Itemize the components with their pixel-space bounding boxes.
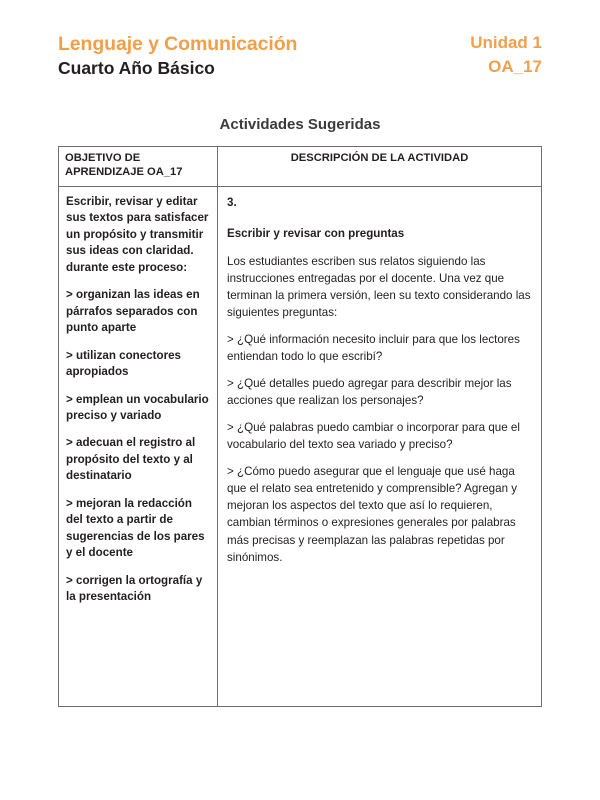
document-masthead [58, 33, 542, 79]
objective-intro-text: Escribir, revisar y editar sus textos para satisfacer un propósito y transmitir sus ideas con claridad. durante este proceso: [66, 195, 209, 274]
activity-question: > ¿Qué detalles puedo agregar para describir mejor las acciones que realizan los personajes? [227, 377, 512, 408]
subject-title: Lenguaje y Comunicación [58, 33, 298, 55]
objective-bullet: > organizan las ideas en párrafos separados con punto aparte [66, 288, 200, 335]
learning-objective-code: OA_17 [488, 57, 542, 77]
activity-heading: Escribir y revisar con preguntas [227, 227, 405, 241]
activity-number: 3. [227, 196, 237, 209]
objective-cell [59, 187, 218, 706]
masthead-left-group [58, 33, 297, 79]
objective-bullet: > emplean un vocabulario preciso y variado [66, 392, 209, 422]
activity-question: > ¿Cómo puedo asegurar que el lenguaje que usé haga que el relato sea entretenido y comprensible? Agregan y mejoran los aspectos del texto que así lo requieren, cambian términos o expresiones generales por palabras más precisas y reemplazan las palabras repetidas por sinónimos. [227, 465, 518, 564]
column-header-objective: OBJETIVO DE APRENDIZAJE OA_17 [59, 147, 218, 186]
unit-label: Unidad 1 [470, 33, 542, 52]
grade-level-title: Cuarto Año Básico [58, 58, 215, 78]
objective-bullet: > utilizan conectores apropiados [66, 348, 182, 379]
activity-question: > ¿Qué palabras puedo cambiar o incorporar para que el vocabulario del texto sea variado y preciso? [227, 421, 520, 452]
activity-description-cell [218, 187, 541, 706]
objective-bullet: > adecuan el registro al propósito del texto y al destinatario [66, 436, 196, 483]
objective-bullet: > corrigen la ortografía y la presentación [66, 573, 203, 604]
section-title: Actividades Sugeridas [219, 116, 381, 133]
activity-intro-text: Los estudiantes escriben sus relatos siguiendo las instrucciones entregadas por el docente. Una vez que terminan la primera versión, leen su texto considerando las siguientes preguntas: [227, 255, 531, 320]
column-header-description: DESCRIPCIÓN DE LA ACTIVIDAD [290, 152, 469, 164]
activities-table [58, 146, 542, 707]
objective-bullet: > mejoran la redacción del texto a partir de sugerencias de los pares y el docente [66, 496, 205, 560]
table-body-row [59, 187, 541, 706]
activity-question: > ¿Qué información necesito incluir para que los lectores entiendan todo lo que escribí? [227, 333, 520, 364]
table-header-row [59, 147, 541, 187]
masthead-right-group [470, 33, 542, 78]
